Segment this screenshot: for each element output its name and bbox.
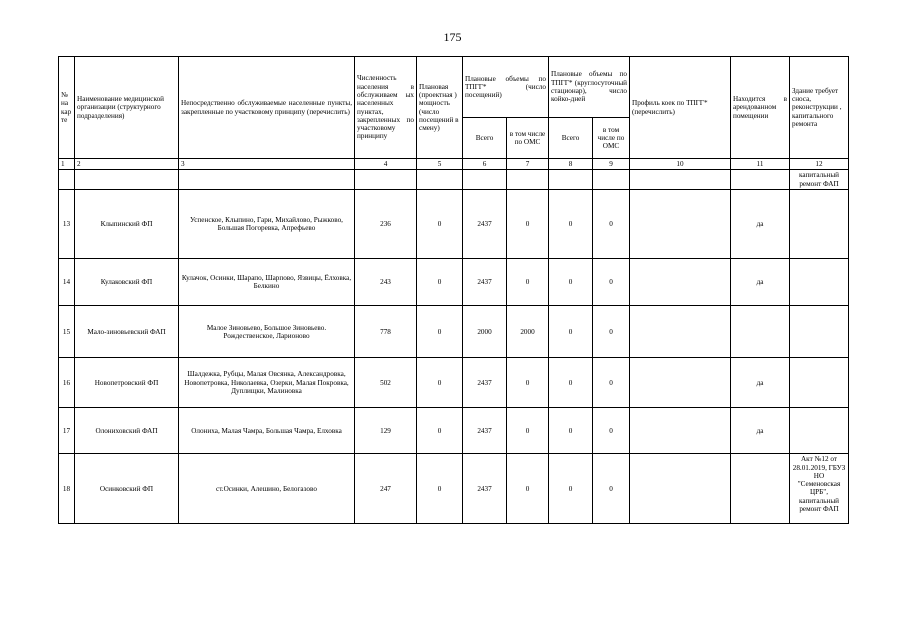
row-number: 15 [59, 306, 75, 358]
table-row [59, 358, 849, 408]
capacity-value: 0 [417, 358, 463, 408]
column-number: 11 [731, 159, 790, 170]
repair-value: Акт №12 от 28.01.2019, ГБУЗ НО "Семеновская ЦРБ", капитальный ремонт ФАП [790, 454, 849, 524]
repair-value [790, 259, 849, 306]
beds-oms-value: 0 [593, 259, 630, 306]
header-bed-profile: Профиль коек по ТПГГ* (перечислить) [630, 57, 731, 159]
settlements-list: Малое Зиновьево, Большое Зиновьево. Рождественское, Ларионово [179, 306, 355, 358]
repair-value [790, 408, 849, 454]
header-visits-oms: в том числе по ОМС [507, 118, 549, 159]
column-number: 4 [355, 159, 417, 170]
header-planned-visits: Плановые объемы по ТПГГ* (число посещений) [463, 57, 549, 118]
facilities-table [58, 56, 849, 524]
capacity-value: 0 [417, 454, 463, 524]
visits-oms-value: 0 [507, 454, 549, 524]
repair-value [790, 190, 849, 259]
page-number: 175 [443, 30, 462, 44]
population-value: 502 [355, 358, 417, 408]
organization-name: Клыпинский ФП [75, 190, 179, 259]
capacity-value: 0 [417, 306, 463, 358]
bed-profile-value [630, 358, 731, 408]
capacity-value: 0 [417, 190, 463, 259]
table-row [59, 306, 849, 358]
settlements-list: ст.Осинки, Алешино, Белогазово [179, 454, 355, 524]
column-number: 2 [75, 159, 179, 170]
header-planned-beds: Плановые объемы по ТПГГ* (круглосуточный стационар), число койко-дней [549, 57, 630, 118]
visits-oms-value: 0 [507, 408, 549, 454]
row-number: 16 [59, 358, 75, 408]
beds-total-value: 0 [549, 306, 593, 358]
visits-oms-value: 0 [507, 259, 549, 306]
repair-value [790, 306, 849, 358]
column-number: 3 [179, 159, 355, 170]
beds-oms-value: 0 [593, 454, 630, 524]
beds-total-value: 0 [549, 454, 593, 524]
column-number: 8 [549, 159, 593, 170]
bed-profile-value [630, 190, 731, 259]
row-number: 14 [59, 259, 75, 306]
organization-name: Олониховский ФАП [75, 408, 179, 454]
column-number: 6 [463, 159, 507, 170]
beds-total-value: 0 [549, 408, 593, 454]
population-value: 243 [355, 259, 417, 306]
column-number: 5 [417, 159, 463, 170]
settlements-list: Шалдежка, Рубцы, Малая Овсянка, Александровка, Новопетровка, Николаевка, Озерки, Малая Покровка, Дуплищки, Малиновка [179, 358, 355, 408]
column-number: 9 [593, 159, 630, 170]
carryover-repair-note: капитальный ремонт ФАП [790, 170, 849, 190]
bed-profile-value [630, 454, 731, 524]
organization-name: Осинковский ФП [75, 454, 179, 524]
bed-profile-value [630, 408, 731, 454]
column-number: 1 [59, 159, 75, 170]
header-capacity: Плановая (проектная ) мощность (число посещений в смену) [417, 57, 463, 159]
visits-oms-value: 0 [507, 190, 549, 259]
capacity-value: 0 [417, 259, 463, 306]
column-number: 7 [507, 159, 549, 170]
header-population: Численность населения в обслуживаем ых населенных пунктах, закрепленных по участковому принципу [355, 57, 417, 159]
header-number: № на кар те [59, 57, 75, 159]
beds-total-value: 0 [549, 259, 593, 306]
visits-total-value: 2437 [463, 408, 507, 454]
visits-oms-value: 0 [507, 358, 549, 408]
beds-total-value: 0 [549, 358, 593, 408]
table-row [59, 190, 849, 259]
organization-name: Новопетровский ФП [75, 358, 179, 408]
carryover-row [59, 170, 849, 190]
settlements-list: Кулачок, Осинки, Шарапо, Шарпово, Язвицы, Ёлховка, Белкино [179, 259, 355, 306]
column-number: 12 [790, 159, 849, 170]
rented-value [731, 454, 790, 524]
row-number: 17 [59, 408, 75, 454]
header-settlements: Непосредственно обслуживаемые населенные пункты, закрепленные по участковому принципу (перечислить) [179, 57, 355, 159]
rented-value: да [731, 190, 790, 259]
visits-oms-value: 2000 [507, 306, 549, 358]
beds-oms-value: 0 [593, 306, 630, 358]
visits-total-value: 2437 [463, 190, 507, 259]
visits-total-value: 2437 [463, 454, 507, 524]
row-number: 18 [59, 454, 75, 524]
visits-total-value: 2437 [463, 358, 507, 408]
population-value: 247 [355, 454, 417, 524]
rented-value [731, 306, 790, 358]
organization-name: Кулаковский ФП [75, 259, 179, 306]
capacity-value: 0 [417, 408, 463, 454]
column-numbering-row [59, 159, 849, 170]
table-row [59, 454, 849, 524]
population-value: 129 [355, 408, 417, 454]
bed-profile-value [630, 259, 731, 306]
bed-profile-value [630, 306, 731, 358]
repair-value [790, 358, 849, 408]
table-row [59, 259, 849, 306]
organization-name: Мало-зиновьевский ФАП [75, 306, 179, 358]
beds-oms-value: 0 [593, 358, 630, 408]
rented-value: да [731, 408, 790, 454]
settlements-list: Олониха, Малая Чамра, Большая Чамра, Елховка [179, 408, 355, 454]
header-repair: Здание требует сноса, реконструкции , капитального ремонта [790, 57, 849, 159]
column-number: 10 [630, 159, 731, 170]
header-row [59, 57, 849, 118]
visits-total-value: 2437 [463, 259, 507, 306]
row-number: 13 [59, 190, 75, 259]
header-rented: Находится в арендованном помещении [731, 57, 790, 159]
settlements-list: Успенское, Клыпино, Гари, Михайлово, Рыжково, Большая Погоревка, Апрефьево [179, 190, 355, 259]
visits-total-value: 2000 [463, 306, 507, 358]
rented-value: да [731, 358, 790, 408]
rented-value: да [731, 259, 790, 306]
header-organization: Наименование медицинской организации (структурного подразделения) [75, 57, 179, 159]
beds-oms-value: 0 [593, 190, 630, 259]
table-row [59, 408, 849, 454]
header-beds-oms: в том числе по ОМС [593, 118, 630, 159]
header-beds-total: Всего [549, 118, 593, 159]
population-value: 236 [355, 190, 417, 259]
header-visits-total: Всего [463, 118, 507, 159]
beds-oms-value: 0 [593, 408, 630, 454]
beds-total-value: 0 [549, 190, 593, 259]
population-value: 778 [355, 306, 417, 358]
